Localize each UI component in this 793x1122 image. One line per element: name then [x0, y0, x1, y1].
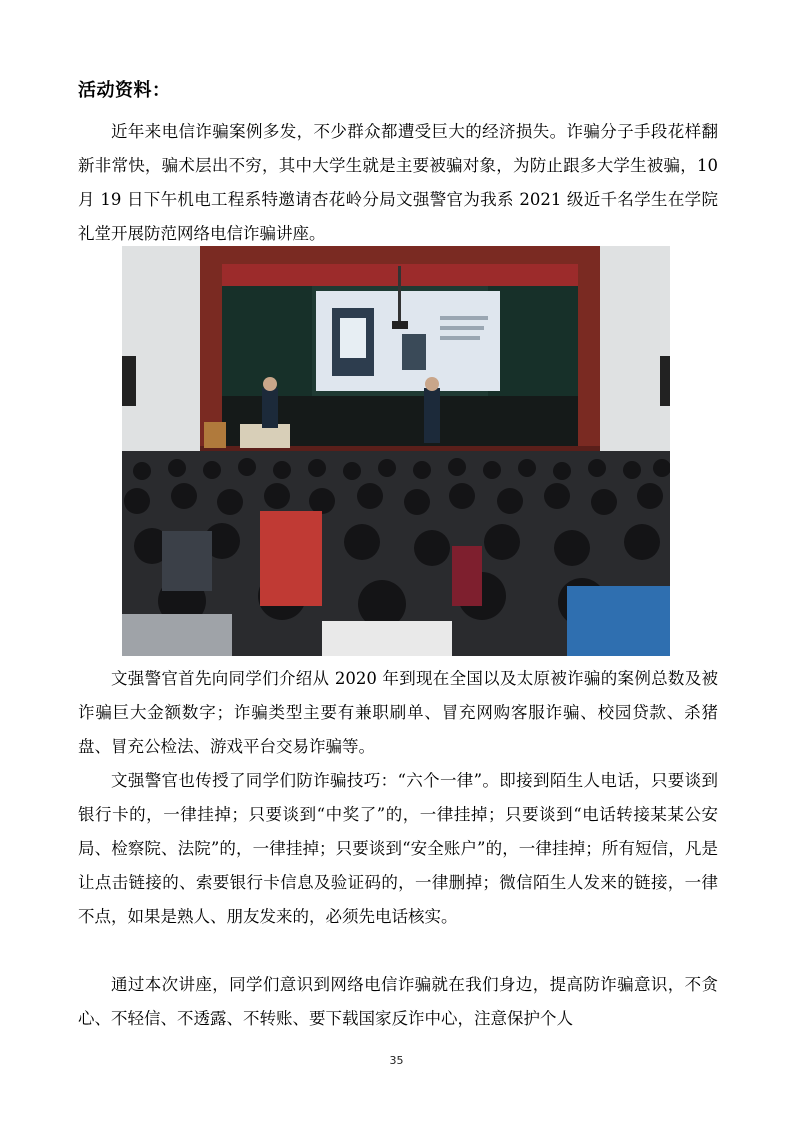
page-number: 35	[389, 1054, 404, 1067]
paragraph-case-intro: 文强警官首先向同学们介绍从 2020 年到现在全国以及太原被诈骗的案例总数及被诈骗巨大金额数字；诈骗类型主要有兼职刷单、冒充网购客服诈骗、校园贷款、杀猪盘、冒充公检法、游戏平台交易诈骗等。	[78, 669, 718, 756]
paragraph-six-rules: 文强警官也传授了同学们防诈骗技巧：“六个一律”。即接到陌生人电话，只要谈到银行卡的，一律挂掉；只要谈到“中奖了”的，一律挂掉；只要谈到“电话转接某某公安局、检察院、法院”的，一律挂掉；只要谈到“安全账户”的，一律挂掉；所有短信，凡是让点击链接的、索要银行卡信息及验证码的，一律删掉；微信陌生人发来的链接，一律不点，如果是熟人、朋友发来的，必须先电话核实。	[78, 771, 718, 926]
lecture-hall-photo	[122, 246, 670, 656]
paragraph-conclusion: 通过本次讲座，同学们意识到网络电信诈骗就在我们身边，提高防诈骗意识，不贪心、不轻信、不透露、不转账、要下载国家反诈中心，注意保护个人	[78, 975, 718, 1028]
paragraph-intro: 近年来电信诈骗案例多发，不少群众都遭受巨大的经济损失。诈骗分子手段花样翻新非常快，骗术层出不穷，其中大学生就是主要被骗对象，为防止跟多大学生被骗，10 月 19 日下午机电工程系特邀请杏花岭分局文强警官为我系 2021 级近千名学生在学院礼堂开展防范网络电信诈骗讲座。	[78, 122, 718, 243]
section-heading: 活动资料：	[78, 80, 171, 101]
